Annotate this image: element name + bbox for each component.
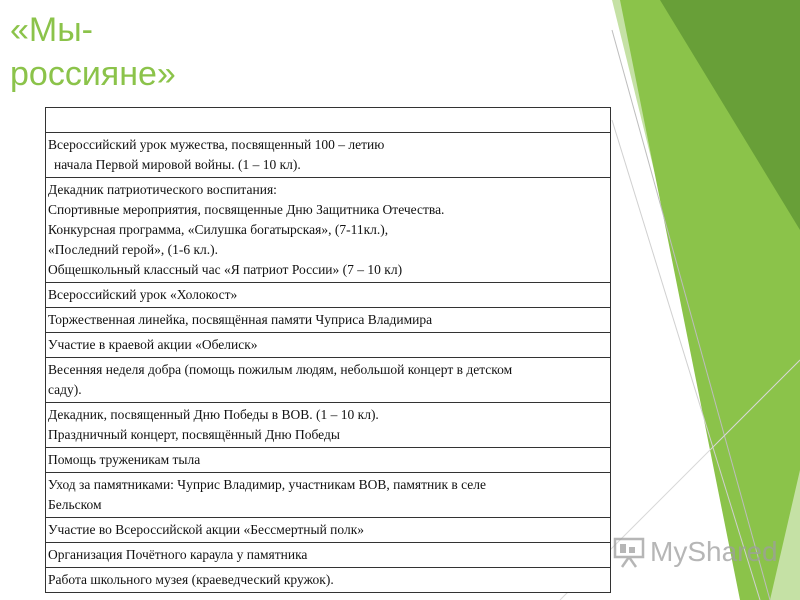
table-cell [46,108,611,133]
cell-line: Всероссийский урок мужества, посвященный 100 – летию [48,137,385,152]
table-row [46,568,611,593]
table-row [46,308,611,333]
table-row [46,543,611,568]
table-cell [46,543,611,568]
cell-line: Весенняя неделя добра (помощь пожилым людям, небольшой концерт в детском [48,362,513,377]
slide-title [10,8,176,96]
table-cell [46,308,611,333]
watermark-text: MyShared [650,536,778,567]
cell-line: Конкурсная программа, «Силушка богатырская», (7-11кл.), [48,222,389,237]
watermark [612,535,778,569]
table-row [46,518,611,543]
table-cell [46,568,611,593]
cell-line: Помощь труженикам тыла [48,452,201,467]
events-table [45,107,611,593]
table-row [46,133,611,178]
title-line-1: «Мы- [10,11,93,49]
table-cell [46,518,611,543]
table-cell [46,178,611,283]
table-row [46,358,611,403]
table-row [46,403,611,448]
cell-line: Праздничный концерт, посвящённый Дню Победы [48,427,340,442]
cell-line: Всероссийский урок «Холокост» [48,287,238,302]
cell-line: саду). [48,382,82,397]
title-line-2: россияне» [10,55,176,93]
table-cell [46,448,611,473]
cell-line: «Последний герой», (1-6 кл.). [48,242,219,257]
table-row [46,333,611,358]
table-row [46,473,611,518]
table-cell [46,473,611,518]
table-row [46,448,611,473]
table-cell [46,133,611,178]
cell-line: Организация Почётного караула у памятника [48,547,308,562]
cell-line: Уход за памятниками: Чуприс Владимир, участникам ВОВ, памятник в селе [48,477,487,492]
cell-line: Декадник патриотического воспитания: [48,182,277,197]
table-row [46,283,611,308]
cell-line: Общешкольный классный час «Я патриот России» (7 – 10 кл) [48,262,403,277]
cell-line: Торжественная линейка, посвящённая памяти Чуприса Владимира [48,312,433,327]
cell-line: Спортивные мероприятия, посвященные Дню Защитника Отечества. [48,202,445,217]
table-row [46,108,611,133]
cell-line: Участие в краевой акции «Обелиск» [48,337,258,352]
table-cell [46,358,611,403]
cell-line: Бельском [48,497,102,512]
table-cell [46,283,611,308]
events-table-body [46,108,611,593]
presentation-board-icon [612,535,646,569]
cell-line: начала Первой мировой войны. (1 – 10 кл). [54,157,301,172]
cell-line: Участие во Всероссийской акции «Бессмертный полк» [48,522,365,537]
cell-line: Декадник, посвященный Дню Победы в ВОВ. (1 – 10 кл). [48,407,379,422]
table-cell [46,333,611,358]
cell-line: Работа школьного музея (краеведческий кружок). [48,572,334,587]
table-row [46,178,611,283]
table-cell [46,403,611,448]
